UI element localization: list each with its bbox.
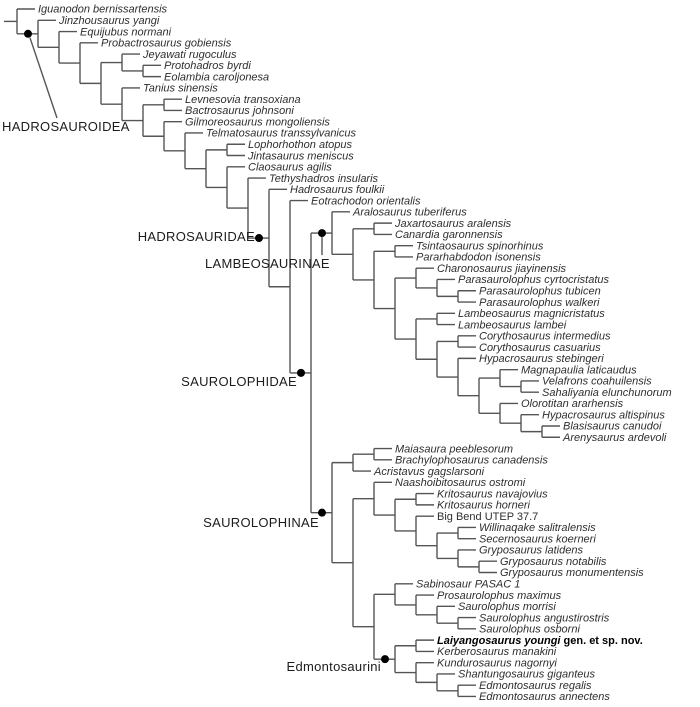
taxon-label-gryposaurus-monumentensis: Gryposaurus monumentensis: [500, 567, 644, 580]
clade-node-dot-hadrosauridae: [255, 234, 263, 242]
taxon-label-kritosaurus-navajovius: Kritosaurus navajovius: [437, 488, 548, 501]
taxon-label-hypacrosaurus-altispinus: Hypacrosaurus altispinus: [542, 409, 665, 422]
label-leader-line: [30, 38, 57, 118]
clade-node-dot-saurolophidae: [297, 369, 305, 377]
taxon-label-jintasaurus-meniscus: Jintasaurus meniscus: [248, 150, 354, 163]
taxon-label-parasaurolophus-cyrtocristatus: Parasaurolophus cyrtocristatus: [458, 274, 610, 287]
taxon-label-eolambia-caroljonesa: Eolambia caroljonesa: [164, 71, 270, 84]
taxon-label-prosaurolophus-maximus: Prosaurolophus maximus: [437, 589, 562, 602]
taxon-label-kritosaurus-horneri: Kritosaurus horneri: [437, 499, 530, 512]
taxon-label-levnesovia-transoxiana: Levnesovia transoxiana: [185, 93, 301, 106]
clade-node-dot-lambeosaurinae: [318, 229, 326, 237]
taxon-label-maiasaura-peeblesorum: Maiasaura peeblesorum: [395, 443, 514, 456]
taxon-label-telmatosaurus-transsylvanicus: Telmatosaurus transsylvanicus: [206, 127, 356, 140]
taxon-label-olorotitan-ararhensis: Olorotitan ararhensis: [521, 398, 624, 411]
taxon-label-equijubus-normani: Equijubus normani: [80, 26, 172, 39]
taxon-label-hypacrosaurus-stebingeri: Hypacrosaurus stebingeri: [479, 353, 604, 366]
clade-node-dot-saurolophinae: [318, 509, 326, 517]
taxon-label-edmontosaurus-annectens: Edmontosaurus annectens: [479, 691, 610, 704]
taxon-label-big-bend-utep-37-7: Big Bend UTEP 37.7: [437, 510, 539, 523]
taxon-label-hadrosaurus-foulkii: Hadrosaurus foulkii: [290, 184, 385, 197]
taxon-label-lambeosaurus-magnicristatus: Lambeosaurus magnicristatus: [458, 308, 605, 321]
taxon-label-acristavus-gagslarsoni: Acristavus gagslarsoni: [374, 465, 485, 478]
taxon-label-gryposaurus-notabilis: Gryposaurus notabilis: [500, 555, 607, 568]
clade-label-saurolophidae: SAUROLOPHIDAE: [181, 373, 297, 389]
taxon-label-corythosaurus-casuarius: Corythosaurus casuarius: [479, 341, 601, 354]
taxon-label-brachylophosaurus-canadensis: Brachylophosaurus canadensis: [395, 454, 548, 467]
clade-label-lambeosaurinae: LAMBEOSAURINAE: [205, 256, 330, 272]
taxon-label-sabinosaur-pasac-1: Sabinosaur PASAC 1: [416, 578, 521, 591]
taxon-label-sahaliyania-elunchunorum: Sahaliyania elunchunorum: [542, 386, 672, 399]
taxon-label-saurolophus-osborni: Saurolophus osborni: [479, 623, 580, 636]
clade-label-hadrosauroidea: HADROSAUROIDEA: [2, 119, 130, 134]
clade-label-edmontosaurini: Edmontosaurini: [286, 659, 381, 675]
taxon-label-jaxartosaurus-aralensis: Jaxartosaurus aralensis: [395, 217, 512, 230]
taxon-label-saurolophus-morrisi: Saurolophus morrisi: [458, 601, 556, 614]
taxon-label-canardia-garonnensis: Canardia garonnensis: [395, 229, 503, 242]
taxon-label-secernosaurus-koerneri: Secernosaurus koerneri: [479, 533, 596, 546]
taxon-label-eotrachodon-orientalis: Eotrachodon orientalis: [311, 195, 421, 208]
taxon-label-edmontosaurus-regalis: Edmontosaurus regalis: [479, 679, 592, 692]
taxon-label-jinzhousaurus-yangi: Jinzhousaurus yangi: [59, 15, 160, 28]
taxon-label-parasaurolophus-walkeri: Parasaurolophus walkeri: [479, 296, 600, 309]
taxon-label-aralosaurus-tuberiferus: Aralosaurus tuberiferus: [353, 206, 467, 219]
taxon-label-protohadros-byrdi: Protohadros byrdi: [164, 60, 251, 73]
taxon-label-claosaurus-agilis: Claosaurus agilis: [248, 161, 332, 174]
taxon-label-kundurosaurus-nagornyi: Kundurosaurus nagornyi: [437, 657, 557, 670]
taxon-label-kerberosaurus-manakini: Kerberosaurus manakini: [437, 646, 557, 659]
taxon-label-blasisaurus-canudoi: Blasisaurus canudoi: [563, 420, 662, 433]
clade-node-dot-hadrosauroidea: [24, 30, 32, 38]
taxon-label-gryposaurus-latidens: Gryposaurus latidens: [479, 544, 583, 557]
taxon-label-corythosaurus-intermedius: Corythosaurus intermedius: [479, 330, 611, 343]
taxon-label-probactrosaurus-gobiensis: Probactrosaurus gobiensis: [101, 37, 232, 50]
taxon-label-naashoibitosaurus-ostromi: Naashoibitosaurus ostromi: [395, 477, 526, 490]
clade-node-dot-edmontosaurini: [381, 655, 389, 663]
taxon-label-laiyangosaurus-youngi: Laiyangosaurus youngi gen. et sp. nov.: [437, 634, 643, 647]
taxon-label-parasaurolophus-tubicen: Parasaurolophus tubicen: [479, 285, 601, 298]
taxon-label-lophorhothon-atopus: Lophorhothon atopus: [248, 138, 352, 151]
taxon-label-gilmoreosaurus-mongoliensis: Gilmoreosaurus mongoliensis: [185, 116, 330, 129]
taxon-label-pararhabdodon-isonensis: Pararhabdodon isonensis: [416, 251, 541, 264]
taxon-label-shantungosaurus-giganteus: Shantungosaurus giganteus: [458, 668, 595, 681]
clade-label-saurolophinae: SAUROLOPHINAE: [203, 514, 319, 530]
taxon-label-charonosaurus-jiayinensis: Charonosaurus jiayinensis: [437, 262, 567, 275]
clade-label-hadrosauridae: HADROSAURIDAE: [137, 229, 255, 245]
taxon-label-lambeosaurus-lambei: Lambeosaurus lambei: [458, 319, 567, 332]
taxon-label-arenysaurus-ardevoli: Arenysaurus ardevoli: [563, 432, 667, 444]
taxon-label-saurolophus-angustirostris: Saurolophus angustirostris: [479, 612, 610, 625]
taxon-label-tanius-sinensis: Tanius sinensis: [143, 82, 218, 95]
taxon-label-willinaqake-salitralensis: Willinaqake salitralensis: [479, 522, 596, 535]
taxon-label-iguanodon-bernissartensis: Iguanodon bernissartensis: [38, 3, 168, 16]
taxon-label-bactrosaurus-johnsoni: Bactrosaurus johnsoni: [185, 105, 294, 118]
taxon-label-velafrons-coahuilensis: Velafrons coahuilensis: [542, 375, 652, 388]
taxon-label-magnapaulia-laticaudus: Magnapaulia laticaudus: [521, 364, 637, 377]
taxon-label-jeyawati-rugoculus: Jeyawati rugoculus: [143, 48, 237, 61]
taxon-label-tethyshadros-insularis: Tethyshadros insularis: [269, 172, 379, 185]
taxon-label-tsintaosaurus-spinorhinus: Tsintaosaurus spinorhinus: [416, 240, 544, 253]
